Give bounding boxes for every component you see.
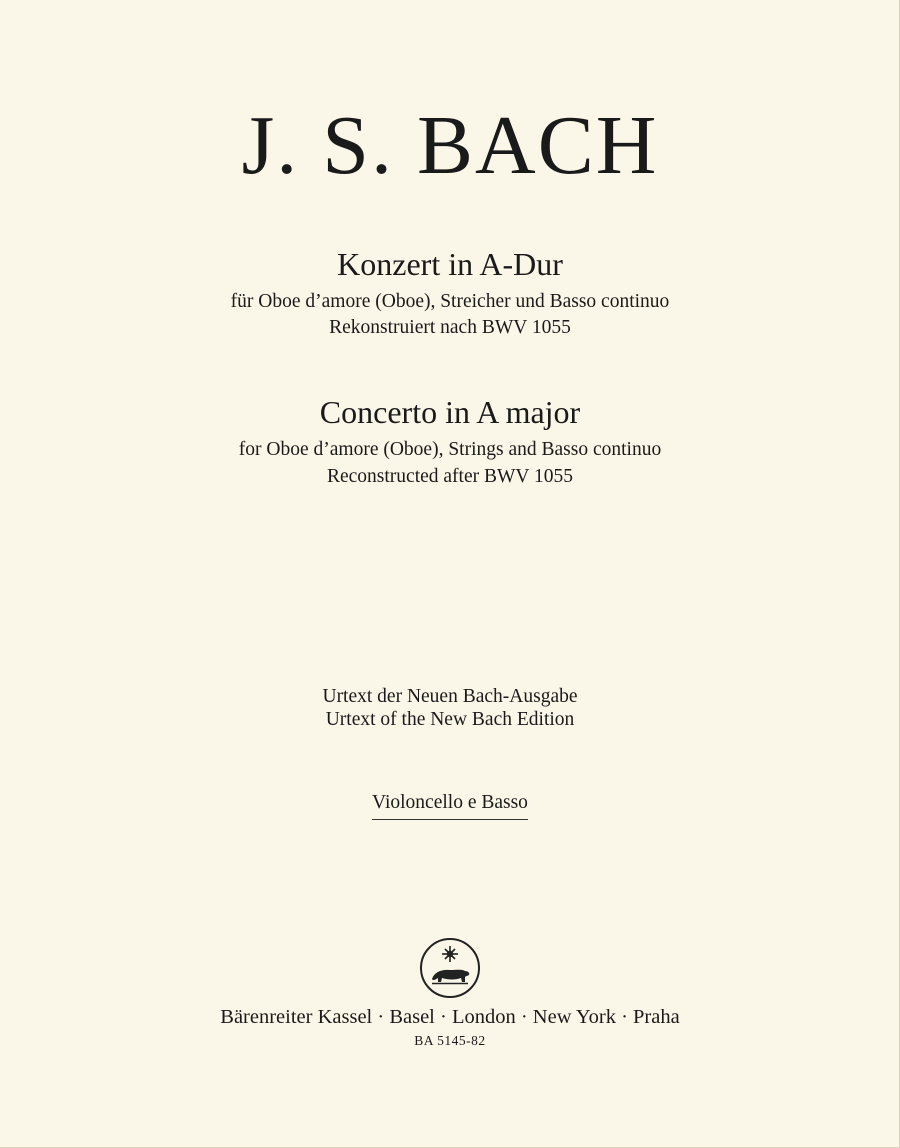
publisher-line: Bärenreiter Kassel · Basel · London · New York · Praha [220, 1006, 680, 1028]
part-name [0, 793, 900, 820]
subtitle-english-instrumentation: for Oboe d’amore (Oboe), Strings and Basso continuo [238, 439, 662, 460]
subtitle-english-reconstruction: Reconstructed after BWV 1055 [326, 466, 574, 487]
subtitle-german-reconstruction: Rekonstruiert nach BWV 1055 [329, 317, 571, 338]
title-english: Concerto in A major [319, 394, 581, 430]
title-german: Konzert in A-Dur [337, 246, 563, 282]
edition-line-german: Urtext der Neuen Bach-Ausgabe [322, 686, 578, 707]
composer-name: J. S. BACH [241, 99, 659, 192]
baerenreiter-bear-star-logo-icon [418, 936, 482, 1000]
subtitle-german-instrumentation: für Oboe d’amore (Oboe), Streicher und Basso continuo [230, 291, 670, 312]
catalog-number: BA 5145-82 [414, 1033, 486, 1048]
part-name-label: Violoncello e Basso [372, 793, 528, 820]
edition-line-english: Urtext of the New Bach Edition [325, 709, 575, 730]
